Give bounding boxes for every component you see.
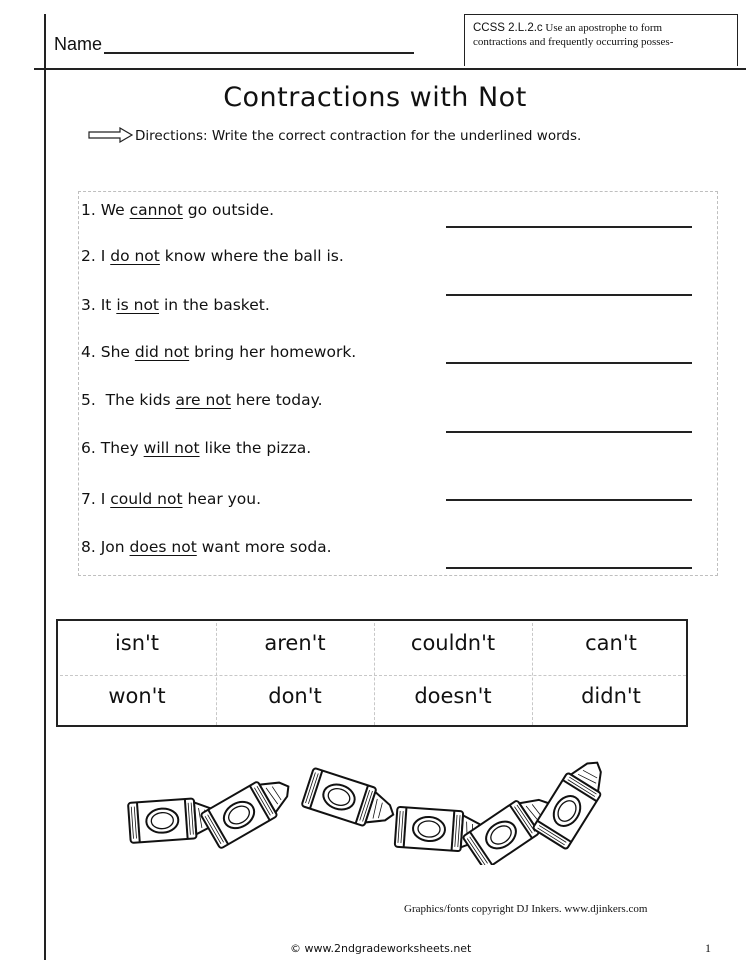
answer-line-4[interactable] [446,431,692,433]
word-bank-word: can't [585,631,637,655]
sentence-number: 5. [81,391,96,409]
sentence-text: Jon [95,538,130,556]
underlined-words: will not [143,439,200,457]
standard-box [464,14,738,66]
sentence-text: in the basket. [159,296,270,314]
word-bank-word: didn't [581,684,641,708]
word-bank-word: won't [108,684,166,708]
underlined-words: does not [129,538,197,556]
sentence-text: bring her homework. [189,343,357,361]
sentence-number: 7. [81,490,96,508]
sentence-number: 6. [81,439,96,457]
sentence-number: 1. [81,201,96,219]
margin-line [44,14,46,960]
sentence-6 [81,439,311,457]
sentence-text: We [95,201,130,219]
sentence-number: 8. [81,538,96,556]
crayon-3 [301,768,399,834]
sentence-text: They [95,439,144,457]
standard-text-1: Use an apostrophe to form [545,22,663,34]
directions-text: Directions: Write the correct contraction for the underlined words. [135,128,582,144]
standard-text-2: contractions and frequently occurring posses- [473,36,674,48]
word-bank [56,619,688,727]
word-bank-word: isn't [114,631,160,655]
name-label: Name [54,34,103,54]
crayon-2 [200,769,298,849]
word-bank-word: doesn't [414,684,492,708]
crayon-6 [533,752,615,850]
sentence-8 [81,538,332,556]
row-divider [60,675,686,676]
answer-line-6[interactable] [446,567,692,569]
sentence-text: The kids [95,391,176,409]
answer-line-5[interactable] [446,499,692,501]
sentence-text: here today. [230,391,323,409]
arrow-icon [88,127,134,143]
sentence-number: 2. [81,247,96,265]
word-bank-word: don't [268,684,322,708]
underlined-words: are not [175,391,231,409]
sentence-text: know where the ball is. [159,247,344,265]
sentence-text: like the pizza. [199,439,312,457]
sentence-text: go outside. [182,201,275,219]
worksheet-title: Contractions with Not [223,82,527,113]
sentence-7 [81,490,261,508]
sentence-5 [81,391,323,409]
sentence-text: I [95,490,111,508]
graphics-credit: Graphics/fonts copyright DJ Inkers. www.djinkers.com [404,903,648,915]
sentence-text: I [95,247,111,265]
footer-site: © www.2ndgradeworksheets.net [290,942,472,955]
answer-line-3[interactable] [446,362,692,364]
sentence-text: It [95,296,117,314]
sentence-3 [81,296,270,314]
answer-line-2[interactable] [446,294,692,296]
underlined-words: cannot [129,201,183,219]
standard-code: CCSS 2.L.2.c [473,22,543,34]
header-rule [34,68,746,70]
sentence-number: 4. [81,343,96,361]
sentence-2 [81,247,344,265]
underlined-words: is not [116,296,160,314]
sentence-text: hear you. [182,490,262,508]
underlined-words: do not [110,247,160,265]
page-number: 1 [705,941,711,955]
sentence-4 [81,343,356,361]
underlined-words: did not [134,343,190,361]
word-bank-word: aren't [264,631,326,655]
sentence-text: want more soda. [196,538,332,556]
crayon-border-illustration [120,745,640,865]
sentence-number: 3. [81,296,96,314]
name-field[interactable] [104,52,414,54]
answer-line-1[interactable] [446,226,692,228]
sentence-1 [81,201,274,219]
word-bank-word: couldn't [410,631,496,655]
sentence-text: She [95,343,135,361]
underlined-words: could not [110,490,183,508]
